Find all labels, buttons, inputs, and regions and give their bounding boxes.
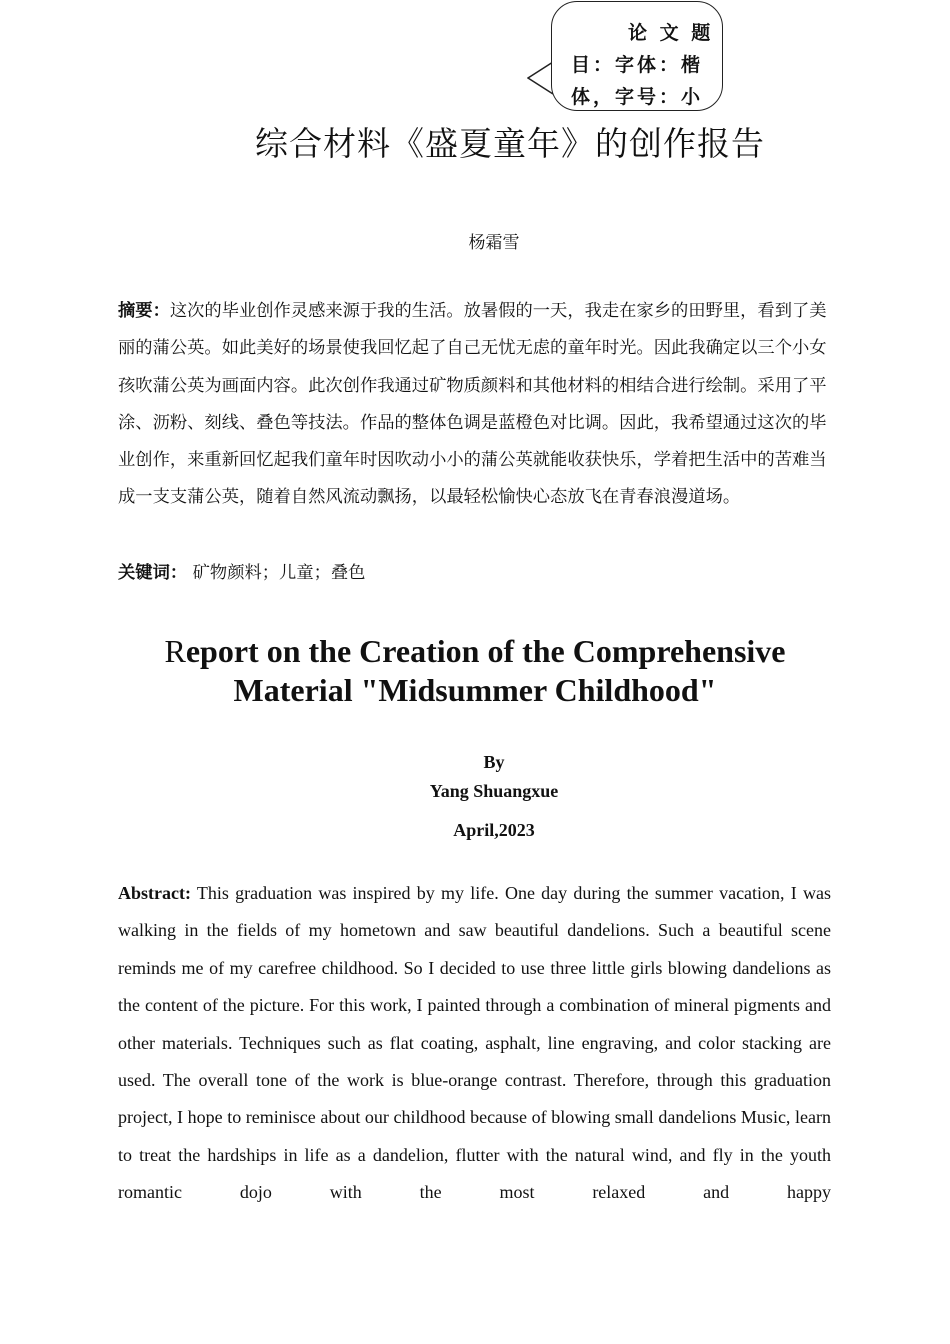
chinese-keywords-text: 矿物颜料；儿童；叠色 <box>187 563 366 583</box>
annotation-line-1: 论 文 题 <box>628 22 714 44</box>
chinese-abstract-text: 这次的毕业创作灵感来源于我的生活。放暑假的一天，我走在家乡的田野里，看到了美丽的蒲公英。如此美好的场景使我回忆起了自己无忧无虑的童年时光。因此我确定以三个小女孩吹蒲公英为画面内容。此次创作我通过矿物质颜料和其他材料的相结合进行绘制。采用了平涂、沥粉、刻线、叠色等技法。作品的整体色调是蓝橙色对比调。因此，我希望通过这次的毕业创作，来重新回忆起我们童年时因吹动小小的蒲公英就能收获快乐，学着把生活中的苦难当成一支支蒲公英，随着自然风流动飘扬，以最轻松愉快心态放飞在青春浪漫道场。 <box>118 301 827 508</box>
english-title-rest: eport on the Creation of the Comprehensive Material "Midsummer Childhood" <box>185 633 786 708</box>
chinese-abstract-label: 摘要： <box>118 301 170 321</box>
annotation-line-2: 目：字体：楷 <box>571 54 704 76</box>
english-date: April,2023 <box>453 820 535 840</box>
chinese-author: 杨霜雪 <box>468 233 520 253</box>
chinese-abstract <box>118 293 843 517</box>
english-abstract <box>118 875 831 1212</box>
english-title <box>140 632 810 709</box>
english-by-line: By <box>483 752 505 772</box>
chinese-keywords <box>118 555 843 592</box>
chinese-title: 综合材料《盛夏童年》的创作报告 <box>255 124 765 163</box>
annotation-line-3: 体，字号：小 <box>571 86 704 108</box>
english-abstract-text: This graduation was inspired by my life. One day during the summer vacation, I was walking in the fields of my hometown and saw beautiful dandelions. Such a beautiful scene reminds me of my carefree childhood. So I decided to use three little girls blowing dandelions as the content of the picture. For this work, I painted through a combination of mineral pigments and other materials. Techniques such as flat coating, asphalt, line engraving, and color stacking are used. The overall tone of the work is blue-orange contrast. Therefore, through this graduation project, I hope to reminisce about our childhood because of blowing small dandelions Music, learn to treat the hardships in life as a dandelion, flutter with the natural wind, and fly in the youth romantic dojo with the most relaxed and happy <box>118 883 831 1203</box>
english-title-initial: R <box>164 633 186 669</box>
english-author: Yang Shuangxue <box>429 781 559 801</box>
chinese-keywords-label: 关键词： <box>118 563 188 583</box>
english-abstract-label: Abstract: <box>118 883 191 903</box>
